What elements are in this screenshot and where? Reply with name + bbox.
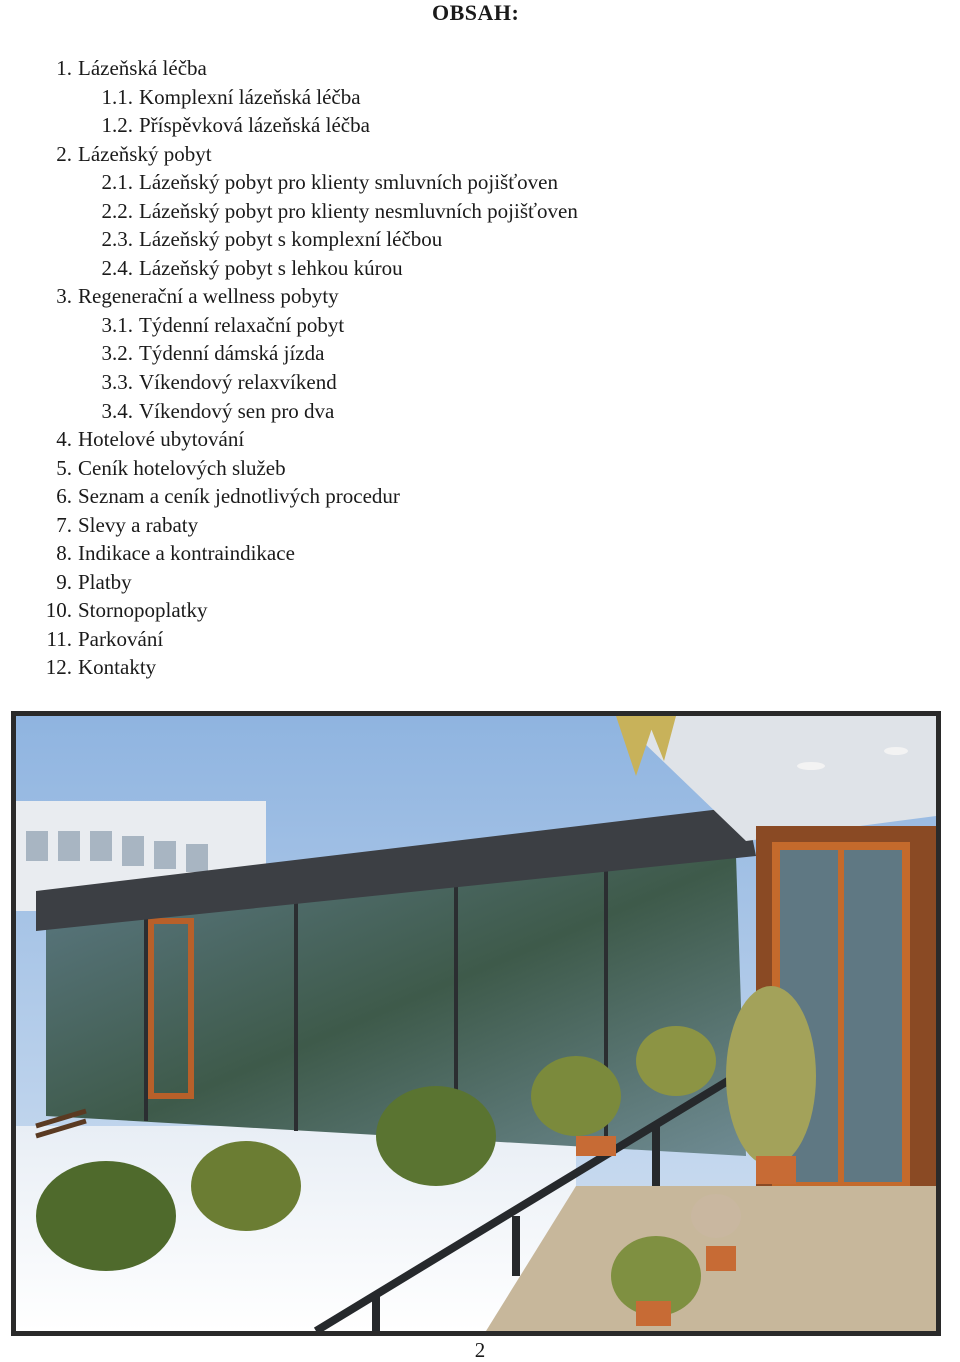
toc-item — [0, 168, 700, 197]
toc-item-number: 1.2. — [101, 113, 133, 138]
toc-item-number: 1.1. — [101, 84, 133, 109]
toc-item-title: Slevy a rabaty — [78, 512, 199, 537]
toc-item-title: Indikace a kontraindikace — [78, 541, 295, 566]
toc-item — [0, 339, 700, 368]
toc-item — [0, 254, 700, 283]
toc-item-title: Lázeňský pobyt s lehkou kúrou — [139, 255, 403, 280]
toc-item-number: 3.4. — [101, 398, 133, 423]
toc-item — [0, 454, 700, 483]
toc-item-number: 1. — [56, 56, 72, 80]
toc-item-title: Seznam a ceník jednotlivých procedur — [78, 484, 400, 509]
toc-item — [0, 625, 700, 654]
toc-item-number: 6. — [56, 484, 72, 509]
toc-item-number: 2.4. — [101, 255, 133, 280]
toc-heading: OBSAH: — [432, 0, 520, 25]
table-of-contents — [0, 54, 700, 682]
toc-item — [0, 54, 700, 83]
toc-item — [0, 197, 700, 226]
toc-item — [0, 596, 700, 625]
toc-item-number: 3.2. — [101, 341, 133, 366]
toc-item — [0, 397, 700, 426]
toc-item-number: 5. — [56, 455, 72, 480]
toc-item-number: 9. — [56, 569, 72, 594]
toc-item — [0, 653, 700, 682]
toc-item — [0, 425, 700, 454]
toc-item-number: 7. — [56, 512, 72, 537]
toc-item-title: Lázeňský pobyt s komplexní léčbou — [139, 227, 443, 252]
page-number: 2 — [474, 1338, 486, 1362]
toc-item — [0, 140, 700, 169]
toc-item-title: Týdenní dámská jízda — [139, 341, 325, 366]
toc-item-title: Platby — [78, 569, 132, 594]
toc-item-title: Komplexní lázeňská léčba — [139, 84, 361, 109]
toc-item — [0, 568, 700, 597]
toc-item-title: Regenerační a wellness pobyty — [78, 284, 339, 309]
toc-item-title: Ceník hotelových služeb — [78, 455, 286, 480]
toc-item-title: Kontakty — [78, 655, 157, 680]
toc-item-number: 3.1. — [101, 312, 133, 337]
toc-item-title: Lázeňský pobyt pro klienty smluvních pojišťoven — [139, 170, 558, 195]
toc-item — [0, 83, 700, 112]
toc-item-number: 11. — [46, 626, 72, 651]
toc-item-number: 2.1. — [101, 170, 133, 195]
toc-item-number: 8. — [56, 541, 72, 566]
toc-item — [0, 311, 700, 340]
toc-item — [0, 511, 700, 540]
toc-item — [0, 368, 700, 397]
toc-item — [0, 539, 700, 568]
toc-item-number: 2.2. — [101, 198, 133, 223]
toc-item — [0, 111, 700, 140]
toc-item-number: 10. — [45, 598, 72, 623]
toc-item-title: Stornopoplatky — [78, 598, 208, 623]
toc-item — [0, 282, 700, 311]
spa-building-photo — [11, 711, 941, 1336]
toc-item-title: Víkendový sen pro dva — [139, 398, 335, 423]
toc-item-number: 2.3. — [101, 227, 133, 252]
toc-item-title: Parkování — [78, 626, 164, 651]
photo-illustration — [16, 716, 936, 1331]
toc-item-title: Lázeňská léčba — [78, 56, 207, 80]
toc-item-number: 2. — [56, 141, 72, 166]
toc-item-title: Lázeňský pobyt pro klienty nesmluvních pojišťoven — [139, 198, 578, 223]
toc-item-number: 3.3. — [101, 370, 133, 395]
toc-item — [0, 225, 700, 254]
toc-item-title: Víkendový relaxvíkend — [139, 370, 337, 395]
toc-item-number: 4. — [56, 427, 72, 452]
toc-item — [0, 482, 700, 511]
toc-item-number: 12. — [45, 655, 72, 680]
toc-item-title: Hotelové ubytování — [78, 427, 245, 452]
toc-item-title: Příspěvková lázeňská léčba — [139, 113, 370, 138]
toc-item-title: Týdenní relaxační pobyt — [139, 312, 345, 337]
toc-item-title: Lázeňský pobyt — [78, 141, 212, 166]
toc-item-number: 3. — [56, 284, 72, 309]
